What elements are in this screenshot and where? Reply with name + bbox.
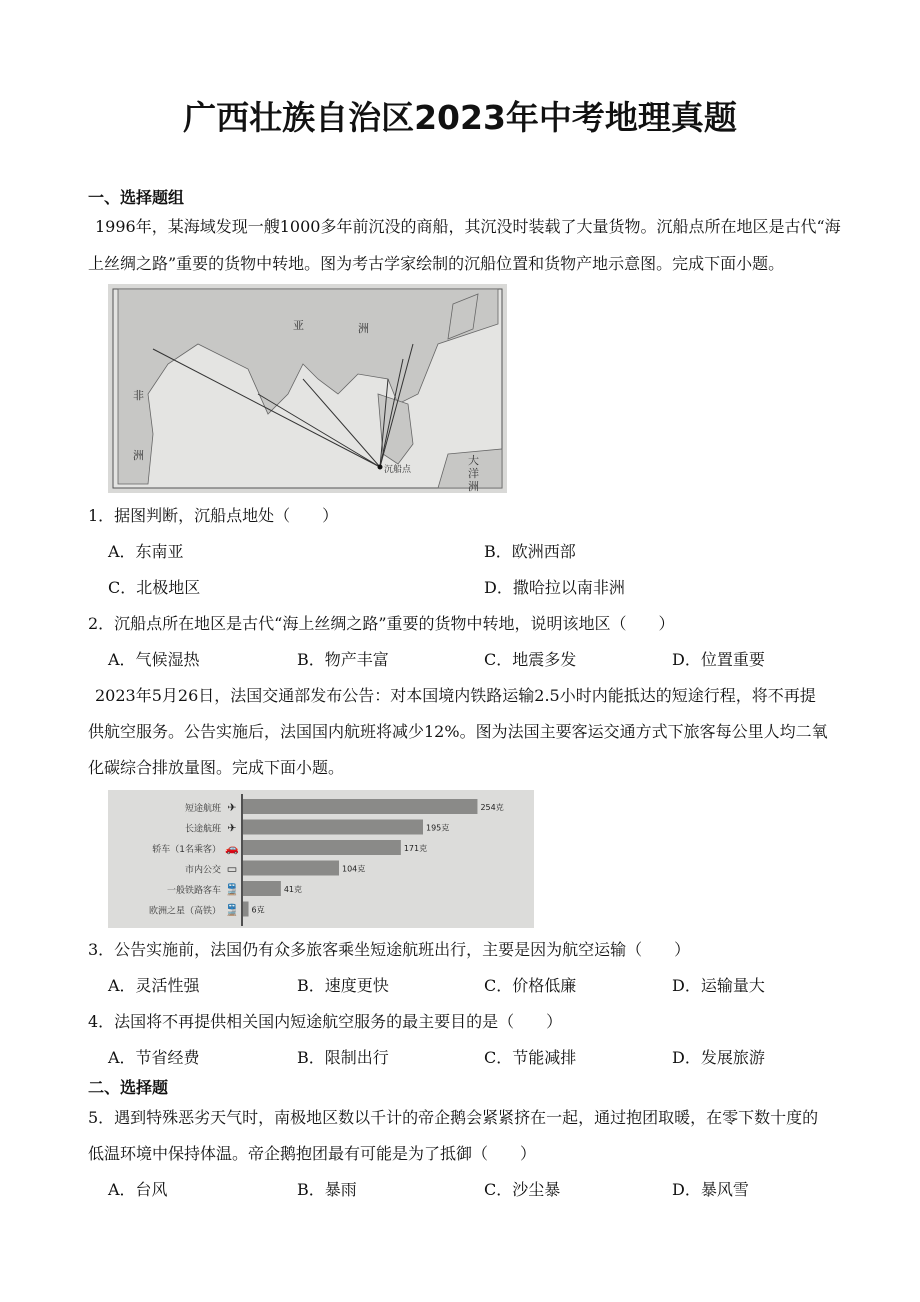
option[interactable]: A．气候湿热 bbox=[108, 650, 200, 669]
shipwreck-map bbox=[108, 284, 507, 493]
option[interactable]: B．欧洲西部 bbox=[484, 542, 576, 561]
chart-value-label: 195克 bbox=[426, 823, 450, 833]
chart-bar bbox=[243, 902, 249, 917]
chart-category-label: 欧洲之星（高铁） bbox=[148, 906, 221, 917]
page-title: 广西壮族自治区2023年中考地理真题 bbox=[183, 98, 737, 137]
passage-line: 2023年5月26日，法国交通部发布公告：对本国境内铁路运输2.5小时内能抵达的短途行程，将不再提 bbox=[95, 686, 816, 705]
chart-category-label: 短途航班 bbox=[184, 804, 221, 814]
train-icon: 🚆 bbox=[225, 903, 239, 917]
chart-bar bbox=[243, 820, 423, 835]
option[interactable]: C．地震多发 bbox=[484, 650, 577, 669]
question-3: 3．公告实施前，法国仍有众多旅客乘坐短途航班出行，主要是因为航空运输（ ） bbox=[88, 940, 691, 959]
option[interactable]: D．运输量大 bbox=[672, 976, 765, 995]
section-heading: 一、选择题组 bbox=[88, 188, 185, 207]
question-5: 5．遇到特殊恶劣天气时，南极地区数以千计的帝企鹅会紧紧挤在一起，通过抱团取暖，在零下数十度的 bbox=[88, 1108, 819, 1127]
option[interactable]: B．速度更快 bbox=[297, 976, 389, 995]
chart-bar bbox=[243, 799, 477, 814]
option[interactable]: B．暴雨 bbox=[297, 1180, 357, 1199]
chart-value-label: 254克 bbox=[480, 803, 504, 812]
svg-text:洲: 洲 bbox=[133, 449, 144, 462]
option[interactable]: A．节省经费 bbox=[108, 1048, 200, 1067]
map-label-asia: 亚 bbox=[293, 319, 304, 332]
option[interactable]: D．位置重要 bbox=[672, 650, 765, 669]
chart-value-label: 6克 bbox=[251, 905, 265, 915]
option[interactable]: B．物产丰富 bbox=[297, 650, 389, 669]
question-5-cont: 低温环境中保持体温。帝企鹅抱团最有可能是为了抵御（ ） bbox=[88, 1144, 537, 1163]
option[interactable]: A．东南亚 bbox=[108, 542, 184, 561]
question-4: 4．法国将不再提供相关国内短途航空服务的最主要目的是（ ） bbox=[88, 1012, 563, 1031]
car-icon: 🚗 bbox=[225, 842, 239, 855]
passage-line: 上丝绸之路”重要的货物中转地。图为考古学家绘制的沉船位置和货物产地示意图。完成下面小题。 bbox=[88, 254, 785, 273]
passage-line: 1996年，某海域发现一艘1000多年前沉没的商船，其沉没时装载了大量货物。沉船点所在地区是古代“海 bbox=[95, 217, 841, 236]
option[interactable]: D．撒哈拉以南非洲 bbox=[484, 578, 625, 597]
chart-category-label: 一般铁路客车 bbox=[166, 886, 221, 896]
bus-icon: ▭ bbox=[226, 862, 238, 876]
svg-text:洋: 洋 bbox=[468, 467, 479, 480]
option[interactable]: B．限制出行 bbox=[297, 1048, 389, 1067]
svg-text:洲: 洲 bbox=[358, 322, 369, 335]
chart-category-label: 轿车（1名乘客） bbox=[152, 845, 221, 855]
passage-line: 化碳综合排放量图。完成下面小题。 bbox=[88, 758, 345, 777]
chart-value-label: 41克 bbox=[283, 885, 303, 894]
emission-chart bbox=[108, 790, 534, 928]
option[interactable]: C．北极地区 bbox=[108, 578, 201, 597]
chart-category-label: 长途航班 bbox=[184, 824, 221, 835]
chart-bar bbox=[243, 840, 401, 855]
chart-bar bbox=[243, 861, 339, 876]
chart-category-label: 市内公交 bbox=[184, 865, 221, 876]
train-icon: 🚆 bbox=[225, 883, 239, 896]
chart-value-label: 104克 bbox=[342, 864, 366, 874]
chart-value-label: 171克 bbox=[403, 844, 428, 853]
svg-text:洲: 洲 bbox=[468, 480, 479, 493]
map-label-wreck: 沉船点 bbox=[384, 465, 412, 475]
option[interactable]: C．节能减排 bbox=[484, 1048, 577, 1067]
airplane-icon: ✈ bbox=[227, 801, 237, 814]
option[interactable]: D．暴风雪 bbox=[672, 1180, 749, 1199]
chart-bar bbox=[243, 881, 281, 896]
option[interactable]: C．沙尘暴 bbox=[484, 1180, 561, 1199]
option[interactable]: A．灵活性强 bbox=[108, 976, 200, 995]
airplane-icon: ✈ bbox=[227, 821, 237, 835]
map-label-africa: 非 bbox=[133, 389, 144, 402]
question-1: 1．据图判断，沉船点地处（ ） bbox=[88, 506, 339, 525]
map-label-oceania: 大 bbox=[468, 454, 479, 467]
option[interactable]: A．台风 bbox=[108, 1180, 168, 1199]
question-2: 2．沉船点所在地区是古代“海上丝绸之路”重要的货物中转地，说明该地区（ ） bbox=[88, 614, 675, 633]
option[interactable]: C．价格低廉 bbox=[484, 976, 577, 995]
option[interactable]: D．发展旅游 bbox=[672, 1048, 765, 1067]
section-heading: 二、选择题 bbox=[88, 1078, 169, 1097]
passage-line: 供航空服务。公告实施后，法国国内航班将减少12%。图为法国主要客运交通方式下旅客每公里人均二氧 bbox=[88, 722, 828, 741]
